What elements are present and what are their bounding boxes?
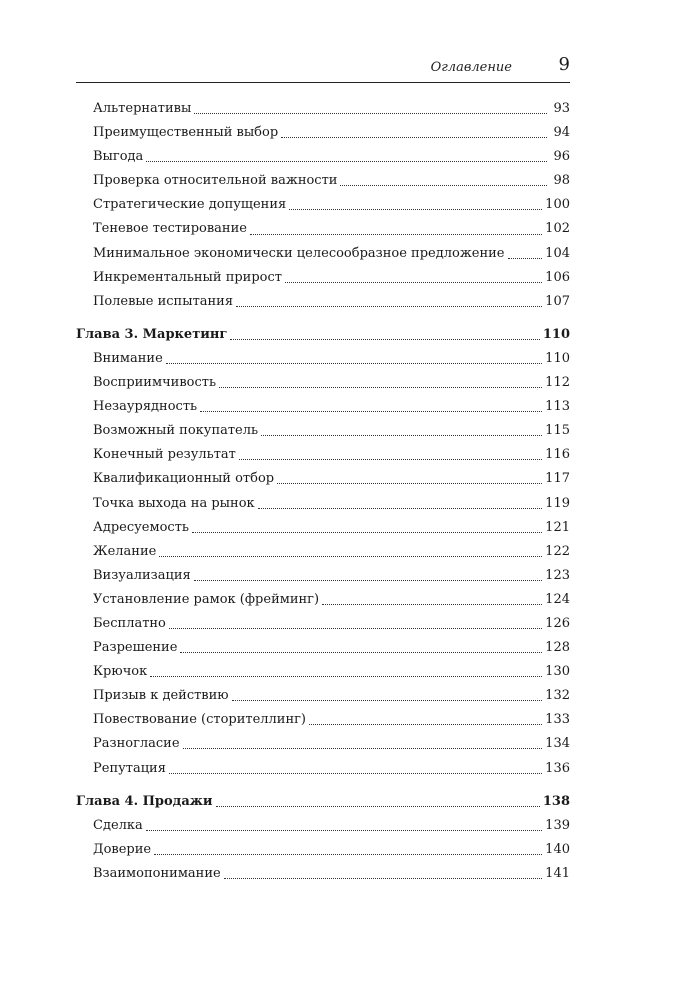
toc-entry-title: Восприимчивость <box>93 375 217 391</box>
toc-entry-title: Взаимопонимание <box>93 865 221 881</box>
dot-leader <box>194 112 547 114</box>
toc-entry-page: 138 <box>542 793 570 809</box>
toc-entry-title: Незаурядность <box>93 399 198 415</box>
toc-entry-page: 122 <box>545 543 570 559</box>
toc-entry-title: Квалификационный отбор <box>93 471 275 487</box>
toc-entry[interactable] <box>76 169 570 193</box>
dot-leader <box>183 747 543 749</box>
toc-entry-title: Проверка относительной важности <box>93 173 338 189</box>
dot-leader <box>277 482 542 484</box>
toc-entry[interactable] <box>76 290 570 314</box>
dot-leader <box>192 531 542 533</box>
toc-entry[interactable] <box>76 121 570 145</box>
toc-entry-page: 136 <box>545 760 570 776</box>
toc-entry-page: 115 <box>545 423 570 439</box>
toc-entry-page: 134 <box>545 736 570 752</box>
toc-entry[interactable] <box>76 660 570 684</box>
toc-entry-title: Выгода <box>93 149 144 165</box>
toc-entry[interactable] <box>76 612 570 636</box>
toc-entry-title: Точка выхода на рынок <box>93 495 255 511</box>
dot-leader <box>309 723 542 725</box>
toc-entry-title: Возможный покупатель <box>93 423 259 439</box>
dot-leader <box>250 233 542 235</box>
toc-entry-title: Альтернативы <box>93 101 192 116</box>
toc-entry-title: Установление рамок (фрейминг) <box>93 591 320 607</box>
toc-entry-title: Адресуемость <box>93 519 189 535</box>
toc-entry[interactable] <box>76 193 570 217</box>
chapter-gap <box>76 314 570 323</box>
toc-entry[interactable] <box>76 217 570 241</box>
toc-entry-title: Преимущественный выбор <box>93 125 279 141</box>
header-rule <box>76 82 570 83</box>
dot-leader <box>194 579 542 581</box>
toc-entry-page: 121 <box>545 519 570 535</box>
toc-entry-title: Конечный результат <box>93 447 236 463</box>
toc-entry-page: 124 <box>545 591 570 607</box>
toc-entry-title: Желание <box>93 543 157 559</box>
dot-leader <box>159 555 542 557</box>
toc-entry-page: 113 <box>545 399 570 415</box>
toc-entry-page: 126 <box>545 615 570 631</box>
running-header-title: Оглавление <box>430 60 512 75</box>
toc-entry-title: Стратегические допущения <box>93 197 287 213</box>
toc-entry-page: 107 <box>545 293 570 309</box>
toc-entry-title: Разрешение <box>93 640 178 656</box>
dot-leader <box>281 136 547 138</box>
toc-entry-title: Бесплатно <box>93 615 166 631</box>
dot-leader <box>200 410 542 412</box>
toc-entry[interactable] <box>76 757 570 781</box>
dot-leader <box>508 257 543 259</box>
toc-entry-title: Сделка <box>93 817 143 833</box>
toc-entry-title: Внимание <box>93 350 163 366</box>
dot-leader <box>322 603 542 605</box>
toc-entry-page: 96 <box>553 149 570 165</box>
toc-entry[interactable] <box>76 636 570 660</box>
dot-leader <box>169 627 542 629</box>
toc-entry[interactable] <box>76 395 570 419</box>
toc-entry-title: Крючок <box>93 664 148 680</box>
toc-entry[interactable] <box>76 814 570 838</box>
toc-entry-page: 116 <box>545 447 570 463</box>
dot-leader <box>232 699 543 701</box>
dot-leader <box>166 362 542 364</box>
toc-entry[interactable] <box>76 266 570 290</box>
toc-entry-page: 141 <box>545 865 570 881</box>
toc-entry-title: Инкрементальный прирост <box>93 269 282 285</box>
toc-entry[interactable] <box>76 242 570 266</box>
toc-entry[interactable] <box>76 97 570 121</box>
toc-entry-page: 119 <box>545 495 570 511</box>
toc-entry-title: Доверие <box>93 841 152 857</box>
table-of-contents <box>76 97 570 886</box>
toc-entry[interactable] <box>76 443 570 467</box>
toc-entry-page: 104 <box>545 245 570 261</box>
toc-entry[interactable] <box>76 732 570 756</box>
dot-leader <box>230 338 539 340</box>
toc-entry-title: Глава 4. Продажи <box>76 793 213 809</box>
dot-leader <box>219 386 542 388</box>
toc-entry-page: 98 <box>553 173 570 189</box>
toc-entry-page: 130 <box>545 664 570 680</box>
toc-entry-title: Призыв к действию <box>93 688 229 704</box>
dot-leader <box>340 184 547 186</box>
toc-entry-page: 123 <box>545 567 570 583</box>
toc-entry[interactable] <box>76 516 570 540</box>
dot-leader <box>146 829 542 831</box>
dot-leader <box>169 772 542 774</box>
toc-entry-title: Разногласие <box>93 736 180 752</box>
toc-entry-title: Повествование (сторителлинг) <box>93 712 306 728</box>
dot-leader <box>150 675 542 677</box>
toc-entry-title: Полевые испытания <box>93 293 234 309</box>
toc-entry-page: 117 <box>545 471 570 487</box>
dot-leader <box>261 434 542 436</box>
toc-entry[interactable] <box>76 419 570 443</box>
toc-entry-page: 132 <box>545 688 570 704</box>
dot-leader <box>216 805 540 807</box>
toc-entry[interactable] <box>76 564 570 588</box>
toc-entry-page: 140 <box>545 841 570 857</box>
toc-entry-title: Минимальное экономически целесообразное предложение <box>93 245 505 261</box>
dot-leader <box>146 160 547 162</box>
toc-entry-page: 110 <box>542 326 570 342</box>
toc-chapter-entry[interactable] <box>76 790 570 814</box>
page-number: 9 <box>558 54 570 75</box>
toc-entry[interactable] <box>76 371 570 395</box>
dot-leader <box>236 305 542 307</box>
toc-entry[interactable] <box>76 684 570 708</box>
toc-entry[interactable] <box>76 347 570 371</box>
toc-entry-title: Глава 3. Маркетинг <box>76 326 228 342</box>
dot-leader <box>285 281 542 283</box>
toc-entry-title: Репутация <box>93 760 166 776</box>
toc-entry-page: 139 <box>545 817 570 833</box>
toc-entry-page: 133 <box>545 712 570 728</box>
dot-leader <box>239 458 542 460</box>
running-header <box>76 56 570 80</box>
toc-chapter-entry[interactable] <box>76 323 570 347</box>
toc-entry[interactable] <box>76 492 570 516</box>
toc-entry-page: 94 <box>553 125 570 141</box>
toc-entry-page: 100 <box>545 197 570 213</box>
toc-entry[interactable] <box>76 708 570 732</box>
dot-leader <box>180 651 542 653</box>
toc-entry-title: Визуализация <box>93 567 191 583</box>
dot-leader <box>289 208 542 210</box>
toc-entry-title: Теневое тестирование <box>93 221 247 237</box>
toc-entry-page: 106 <box>545 269 570 285</box>
toc-entry-page: 102 <box>545 221 570 237</box>
toc-entry[interactable] <box>76 862 570 886</box>
chapter-gap <box>76 781 570 790</box>
dot-leader <box>154 853 542 855</box>
toc-entry[interactable] <box>76 467 570 491</box>
dot-leader <box>258 507 543 509</box>
toc-entry-page: 112 <box>545 375 570 391</box>
toc-entry[interactable] <box>76 838 570 862</box>
toc-entry-page: 128 <box>545 640 570 656</box>
dot-leader <box>224 877 542 879</box>
toc-entry[interactable] <box>76 588 570 612</box>
toc-entry-page: 93 <box>553 101 570 116</box>
toc-entry[interactable] <box>76 145 570 169</box>
toc-entry[interactable] <box>76 540 570 564</box>
toc-entry-page: 110 <box>545 350 570 366</box>
